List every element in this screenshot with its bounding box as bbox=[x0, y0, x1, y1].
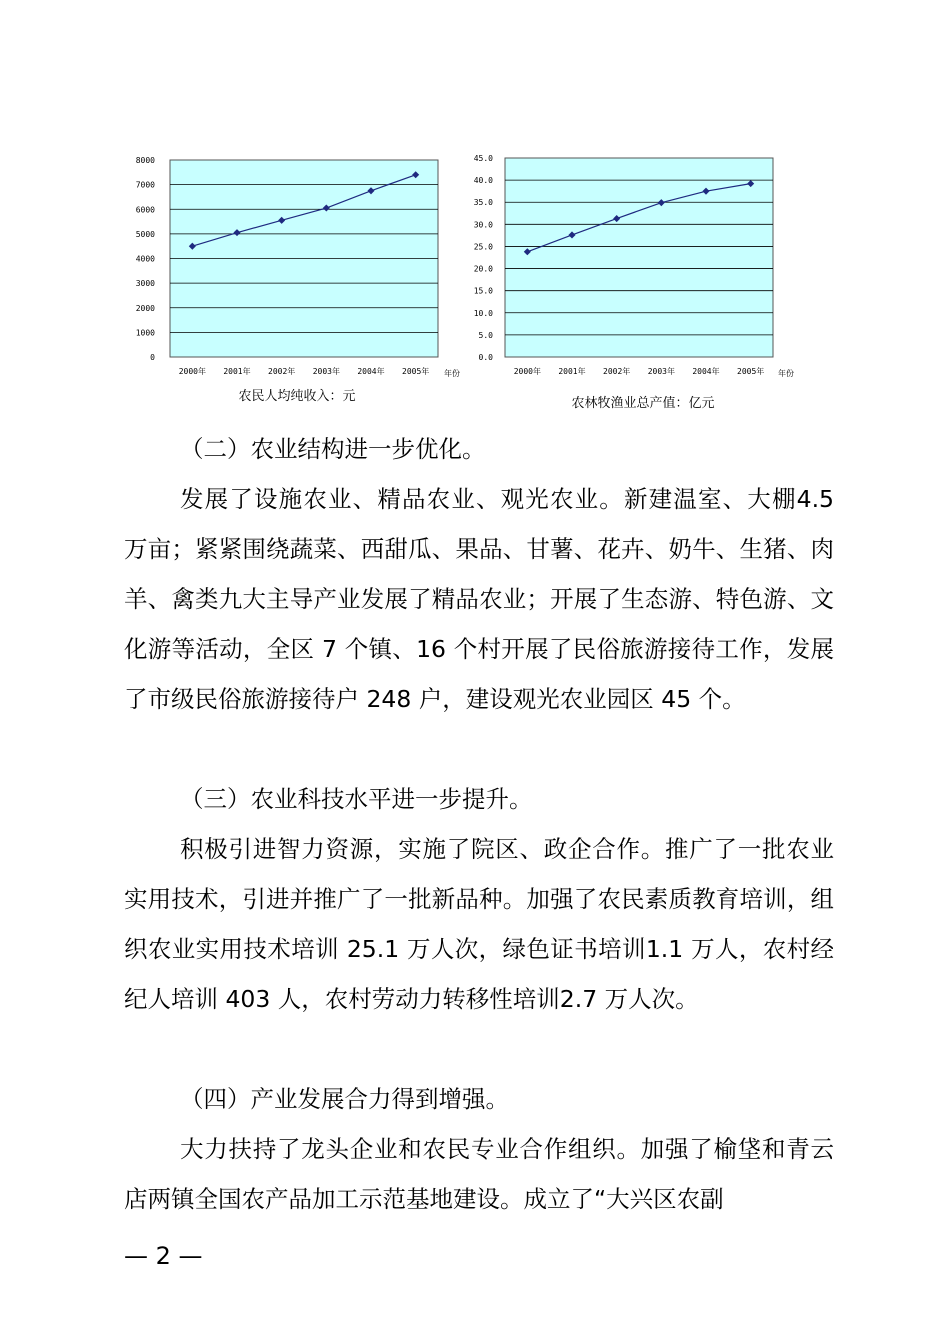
section-heading-3: （三）农业科技水平进一步提升。 bbox=[180, 785, 533, 813]
x-tick-label: 2001年 bbox=[558, 367, 586, 376]
y-tick-label: 5.0 bbox=[478, 330, 493, 340]
paragraph-4: 大力扶持了龙头企业和农民专业合作组织。加强了榆垡和青云店两镇全国农产品加工示范基地建设。成立了“大兴区农副 bbox=[124, 1135, 834, 1213]
chart-1 bbox=[136, 156, 460, 404]
x-tick-label: 2000年 bbox=[178, 367, 206, 376]
y-tick-label: 30.0 bbox=[473, 220, 493, 230]
y-tick-label: 6000 bbox=[135, 205, 155, 215]
y-tick-label: 45.0 bbox=[473, 154, 493, 163]
section-heading-2: （二）农业结构进一步优化。 bbox=[180, 435, 486, 463]
x-tick-label: 2003年 bbox=[647, 367, 675, 376]
x-tick-label: 2002年 bbox=[268, 367, 296, 376]
y-tick-label: 15.0 bbox=[473, 286, 493, 296]
y-tick-label: 4000 bbox=[135, 254, 155, 264]
x-axis-label: 年份 bbox=[778, 369, 794, 378]
y-tick-label: 0 bbox=[150, 353, 155, 362]
section-heading-4: （四）产业发展合力得到增强。 bbox=[180, 1085, 509, 1113]
page-number: — 2 — bbox=[124, 1242, 203, 1270]
charts-area bbox=[0, 0, 950, 420]
y-tick-label: 35.0 bbox=[473, 198, 493, 208]
paragraph-2: 发展了设施农业、精品农业、观光农业。新建温室、大棚4.5 万亩；紧紧围绕蔬菜、西甜瓜、果品、甘薯、花卉、奶牛、生猪、肉羊、禽类九大主导产业发展了精品农业；开展了生态游、特色游、文化游等活动，全区 7 个镇、16 个村开展了民俗旅游接待工作，发展了市级民俗旅游接待户 248 户，建设观光农业园区 45 个。 bbox=[124, 485, 834, 713]
y-tick-label: 10.0 bbox=[473, 308, 493, 318]
x-tick-label: 2005年 bbox=[737, 367, 765, 376]
y-tick-label: 8000 bbox=[135, 156, 155, 165]
x-tick-label: 2004年 bbox=[357, 367, 385, 376]
y-tick-label: 0.0 bbox=[478, 353, 493, 362]
chart-caption: 农林牧渔业总产值：亿元 bbox=[571, 396, 715, 411]
y-tick-label: 7000 bbox=[135, 180, 155, 190]
chart-caption: 农民人均纯收入：元 bbox=[238, 389, 356, 404]
x-tick-label: 2001年 bbox=[223, 367, 251, 376]
y-tick-label: 1000 bbox=[135, 328, 155, 338]
x-tick-label: 2003年 bbox=[312, 367, 340, 376]
paragraph-3: 积极引进智力资源，实施了院区、政企合作。推广了一批农业实用技术，引进并推广了一批新品种。加强了农民素质教育培训，组织农业实用技术培训 25.1 万人次，绿色证书培训1.1 万人，农村经纪人培训 403 人，农村劳动力转移性培训2.7 万人次。 bbox=[124, 835, 834, 1013]
x-axis-label: 年份 bbox=[444, 369, 460, 378]
plot-area bbox=[505, 158, 773, 357]
x-tick-label: 2004年 bbox=[692, 367, 720, 376]
x-tick-label: 2002年 bbox=[603, 367, 631, 376]
y-tick-label: 40.0 bbox=[473, 176, 493, 186]
y-tick-label: 25.0 bbox=[473, 242, 493, 252]
chart-2 bbox=[474, 154, 794, 411]
x-tick-label: 2000年 bbox=[513, 367, 541, 376]
y-tick-label: 5000 bbox=[135, 229, 155, 239]
y-tick-label: 3000 bbox=[135, 279, 155, 289]
y-tick-label: 2000 bbox=[135, 303, 155, 313]
y-tick-label: 20.0 bbox=[473, 264, 493, 274]
x-tick-label: 2005年 bbox=[402, 367, 430, 376]
